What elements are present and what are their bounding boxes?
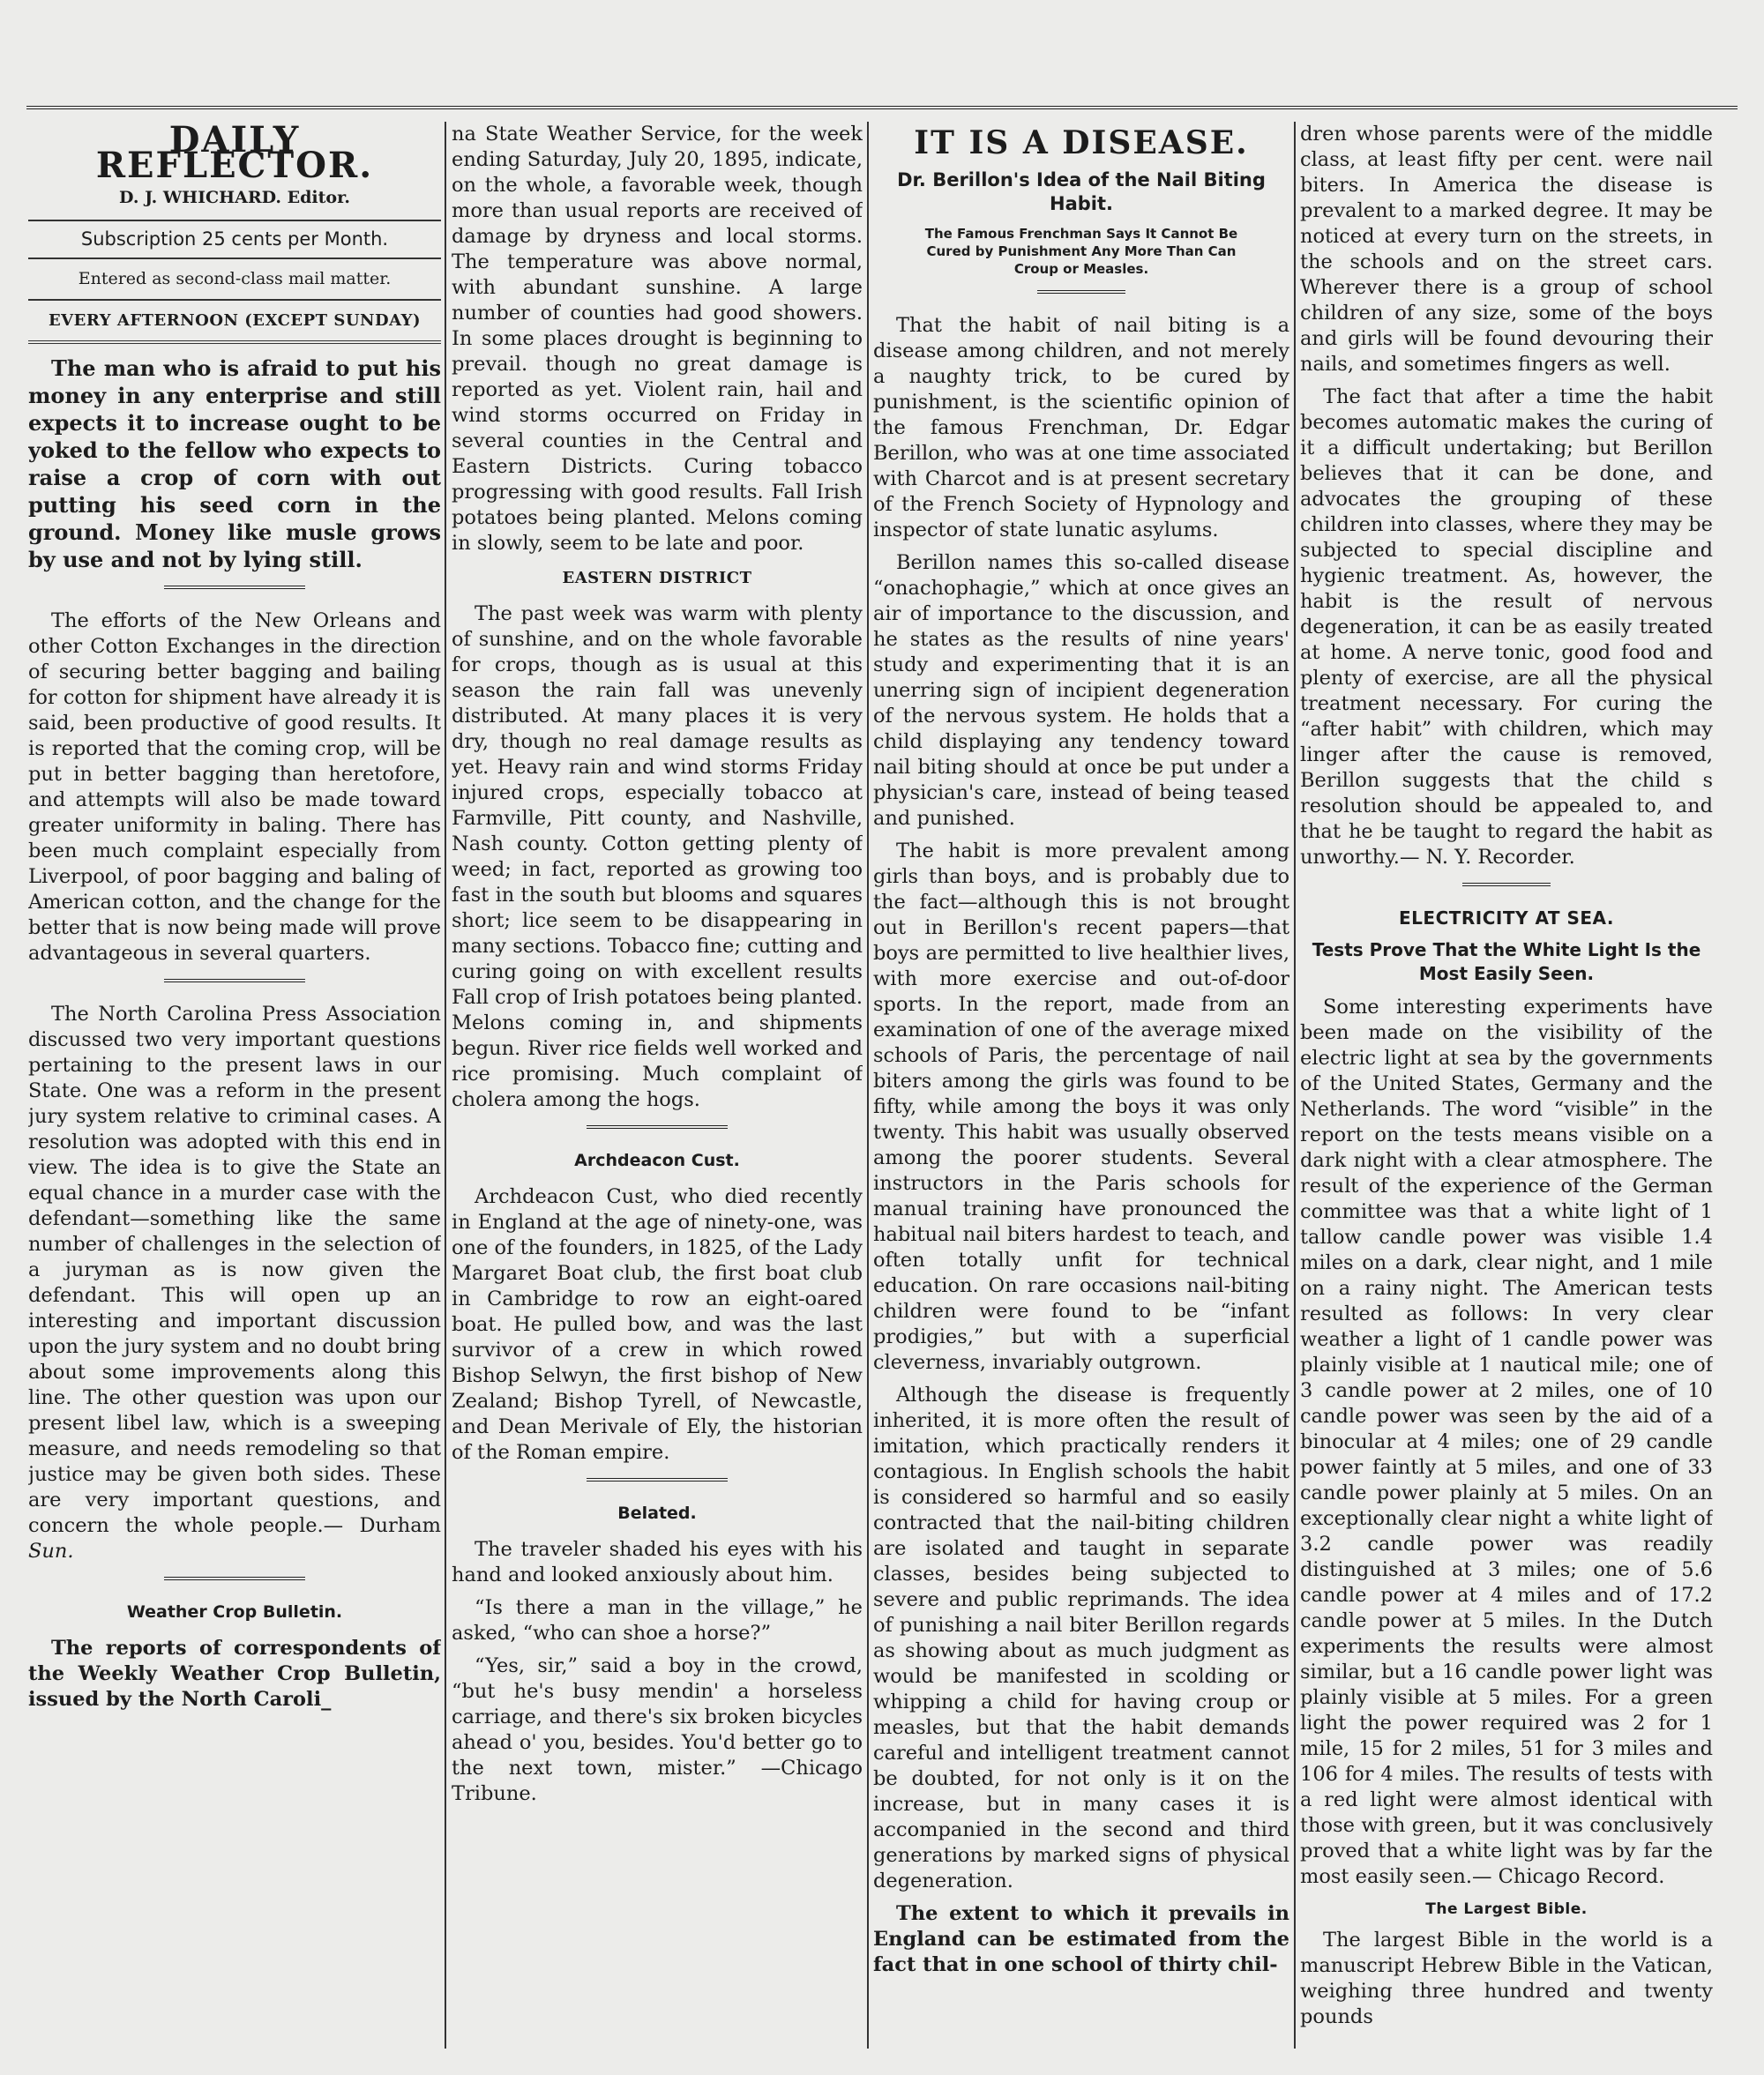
disease-deck: Dr. Berillon's Idea of the Nail Biting Habit. [897, 169, 1266, 214]
masthead-editor: D. J. WHICHARD. Editor. [119, 188, 350, 207]
column-4 [1300, 122, 1713, 2049]
masthead [28, 122, 441, 344]
column-divider [867, 122, 869, 2049]
weather-bulletin-heading: Weather Crop Bulletin. [126, 1602, 343, 1622]
eastern-district-paragraph: The past week was warm with plenty of sunshine, and on the whole favorable for crops, though as is usual at this season the rain fall was unevenly distributed. At many places it is very dry, though no real damage results as yet. Heavy rain and wind storms Friday injured crops, especially tobacco at Farmville, Pitt county, and Nashville, Nash county. Cotton getting plenty of weed; in fact, reported as growing too fast in the south but blooms and squares short; lice seem to be disappearing in many sections. Tobacco fine; cutting and curing going on with excellent results Fall crop of Irish potatoes being planted. Melons coming in, and shipments begun. River rice fields well worked and rice promising. Much complaint of cholera among the hogs. [452, 602, 863, 1111]
belated-paragraph-2: “Is there a man in the village,” he asked, “who can shoe a horse?” [452, 1596, 863, 1645]
separator [1037, 290, 1125, 297]
masthead-title: DAILY REFLECTOR. [95, 122, 374, 186]
press-association-source: Sun. [28, 1540, 74, 1563]
weather-report-paragraph: na State Weather Service, for the week ending Saturday, July 20, 1895, indicate, on the whole, a favorable week, though more than usual reports are received of damage by dryness and local storms. The temperature was above normal, with abundant sunshine. A large number of counties had good showers. In some places drought is beginning to prevail. though no great damage is reported as yet. Violent rain, hail and wind storms occurred on Friday in several counties in the Central and Eastern Districts. Curing tobacco progressing with good results. Fall Irish potatoes being planted. Melons coming in slowly, seem to be late and poor. [452, 123, 863, 555]
weather-bulletin-paragraph: The reports of correspondents of the Weekly Weather Crop Bulletin, issued by the North Caroli_ [28, 1637, 441, 1711]
separator [1462, 883, 1551, 890]
largest-bible-heading: The Largest Bible. [1425, 1900, 1588, 1918]
column-3 [873, 122, 1289, 2049]
separator [164, 979, 305, 986]
disease-subdeck: The Famous Frenchman Says It Cannot Be Cured by Punishment Any More Than Can Croup or Measles. [924, 226, 1238, 277]
disease-paragraph-1: That the habit of nail biting is a disease among children, and not merely a naughty trick, to be cured by punishment, is the scientific opinion of the famous Frenchman, Dr. Edgar Berillon, who was at one time associated with Charcot and is at present secretary of the French Society of Hypnology and inspector of state lunatic asylums. [873, 314, 1289, 541]
masthead-subscription: Subscription 25 cents per Month. [28, 220, 441, 259]
column-1 [28, 122, 441, 2049]
belated-paragraph-1: The traveler shaded his eyes with his hand and looked anxiously about him. [452, 1538, 863, 1586]
archdeacon-cust-paragraph: Archdeacon Cust, who died recently in England at the age of ninety-one, was one of the founders, in 1825, of the Lady Margaret Boat club, the first boat club in Cambridge to row an eight-oared boat. He pulled bow, and was the last survivor of a crew in which rowed Bishop Selwyn, the first bishop of New Zealand; Bishop Tyrell, of Newcastle, and Dean Merivale of Ely, the historian of the Roman empire. [452, 1185, 863, 1464]
electricity-paragraph: Some interesting experiments have been made on the visibility of the electric light at sea by the governments of the United States, Germany and the Netherlands. The word “visible” in the report on the tests means visible on a dark night with a clear atmosphere. The result of the experience of the German committee was that a white light of 1 tallow candle power was visible 1.4 miles on a dark, clear night, and 1 mile on a rainy night. The American tests resulted as follows: In very clear weather a light of 1 candle power was plainly visible at 1 nautical mile; one of 3 candle power at 2 miles, one of 10 candle power was seen by the aid of a binocular at 4 miles; one of 29 candle power faintly at 5 miles, and one of 33 candle power plainly at 5 miles. On an exceptionally clear night a white light of 3.2 candle power was readily distinguished at 3 miles; one of 5.6 candle power at 4 miles and of 17.2 candle power at 5 miles. In the Dutch experiments the results were almost similar, but a 16 candle power light was plainly visible at 5 miles. For a green light the power required was 2 for 1 mile, 15 for 2 miles, 51 for 3 miles and 106 for 4 miles. The results of tests with a red light were almost identical with those with green, but it was conclusively proved that a white light was by far the most easily seen.— Chicago Record. [1300, 996, 1713, 1888]
press-association-paragraph [28, 1002, 441, 1564]
column-divider [1294, 122, 1296, 2049]
lead-paragraph: The man who is afraid to put his money in any enterprise and still expects it to increase ought to be yoked to the fellow who expects to raise a crop of corn with out putting his seed corn in the ground. Money like musle grows by use and not by lying still. [28, 355, 441, 572]
press-association-text: The North Carolina Press Association discussed two very important questions pertaining to the present laws in our State. One was a reform in the present jury system relative to criminal cases. A resolution was adopted with this end in view. The idea is to give the State an equal chance in a murder case with the defendant—something like the same number of challenges in the selection of a juryman as is now given the defendant. This will open up an interesting and important discussion upon the jury system and no doubt bring about some improvements along this line. The other question was upon our present libel law, which is a sweeping measure, and needs remodeling so that justice may be given both sides. These are very important questions, and concern the whole people.— Durham [28, 1003, 441, 1537]
disease-headline: IT IS A DISEASE. [914, 124, 1249, 161]
disease-continued-paragraph: dren whose parents were of the middle class, at least fifty per cent. were nail biters. In America the disease is prevalent to a marked degree. It may be noticed at every turn on the streets, in the schools and on the street cars. Wherever there is a group of school children of any size, some of the boys and girls will be found devouring their nails, and sometimes fingers as well. [1300, 123, 1713, 376]
eastern-district-heading: EASTERN DISTRICT [562, 569, 752, 587]
masthead-schedule: EVERY AFTERNOON (EXCEPT SUNDAY) [28, 301, 441, 344]
separator [587, 1478, 728, 1485]
largest-bible-paragraph: The largest Bible in the world is a manuscript Hebrew Bible in the Vatican, weighing three hundred and twenty pounds [1300, 1929, 1713, 2028]
masthead-entered: Entered as second-class mail matter. [28, 259, 441, 301]
column-divider [445, 122, 446, 2049]
belated-heading: Belated. [617, 1504, 697, 1523]
disease-paragraph-2: Berillon names this so-called disease “onachophagie,” which at once gives an air of importance to the discussion, and he states as the results of nine years' study and experimenting that it is an unerring sign of incipient degeneration of the nervous system. He holds that a child displaying any tendency toward nail biting should at once be put under a physician's care, instead of being teased and punished. [873, 551, 1289, 830]
electricity-deck: Tests Prove That the White Light Is the Most Easily Seen. [1312, 939, 1701, 984]
electricity-heading: ELECTRICITY AT SEA. [1399, 907, 1614, 929]
separator [587, 1125, 728, 1132]
archdeacon-cust-heading: Archdeacon Cust. [574, 1151, 740, 1170]
disease-paragraph-5: The extent to which it prevails in England can be estimated from the fact that in one school of thirty chil- [873, 1902, 1289, 1976]
belated-paragraph-3: “Yes, sir,” said a boy in the crowd, “but he's busy mendin' a horseless carriage, and there's six broken bicycles ahead o' you, besides. You'd better go to the next town, mister.” —Chicago Tribune. [452, 1654, 863, 1805]
column-2 [452, 122, 863, 2049]
disease-continued-paragraph-2: The fact that after a time the habit becomes automatic makes the curing of it a difficult undertaking; but Berillon believes that it can be done, and advocates the grouping of these children into classes, where they may be subjected to special discipline and hygienic treatment. As, however, the habit is the result of nervous degeneration, it can be as easily treated at home. A nerve tonic, good food and plenty of exercise, are all the physical treatment necessary. For curing the “after habit” with children, which may linger after the cause is removed, Berillon suggests that the child s resolution should be appealed to, and that he be taught to regard the habit as unworthy.— N. Y. Recorder. [1300, 385, 1713, 869]
top-rule [26, 106, 1738, 115]
disease-paragraph-3: The habit is more prevalent among girls than boys, and is probably due to the fact—although this is not brought out in Berillon's recent papers—that boys are permitted to live healthier lives, with more exercise and out-of-door sports. In the report, made from an examination of one of the average mixed schools of Paris, the percentage of nail biters among the girls was found to be fifty, while among the boys it was only twenty. This habit was usually observed among the poorer students. Several instructors in the Paris schools for manual training have pronounced the habitual nail biters hardest to teach, and often totally unfit for technical education. On rare occasions nail-biting children were found to be “infant prodigies,” but with a superficial cleverness, invariably outgrown. [873, 840, 1289, 1374]
separator [164, 586, 305, 593]
disease-paragraph-4: Although the disease is frequently inherited, it is more often the result of imitation, which practically renders it contagious. In English schools the habit is considered so harmful and so easily contracted that the nail-biting children are isolated and taught in separate classes, besides being subjected to severe and public reprimands. The idea of punishing a nail biter Berillon regards as showing about as much judgment as would be manifested in scolding or whipping a child for having croup or measles, but that the habit demands careful and intelligent treatment cannot be doubted, for not only is it on the increase, but in many cases it is accompanied in the second and third generations by marked signs of physical degeneration. [873, 1384, 1289, 1892]
separator [164, 1577, 305, 1584]
cotton-paragraph: The efforts of the New Orleans and other Cotton Exchanges in the direction of securing better bagging and bailing for cotton for shipment have already it is said, been productive of good results. It is reported that the coming crop, will be put in better bagging than heretofore, and attempts will also be made toward greater uniformity in baling. There has been much complaint especially from Liverpool, of poor bagging and baling of American cotton, and the change for the better that is now being made will prove advantageous in several quarters. [28, 609, 441, 965]
